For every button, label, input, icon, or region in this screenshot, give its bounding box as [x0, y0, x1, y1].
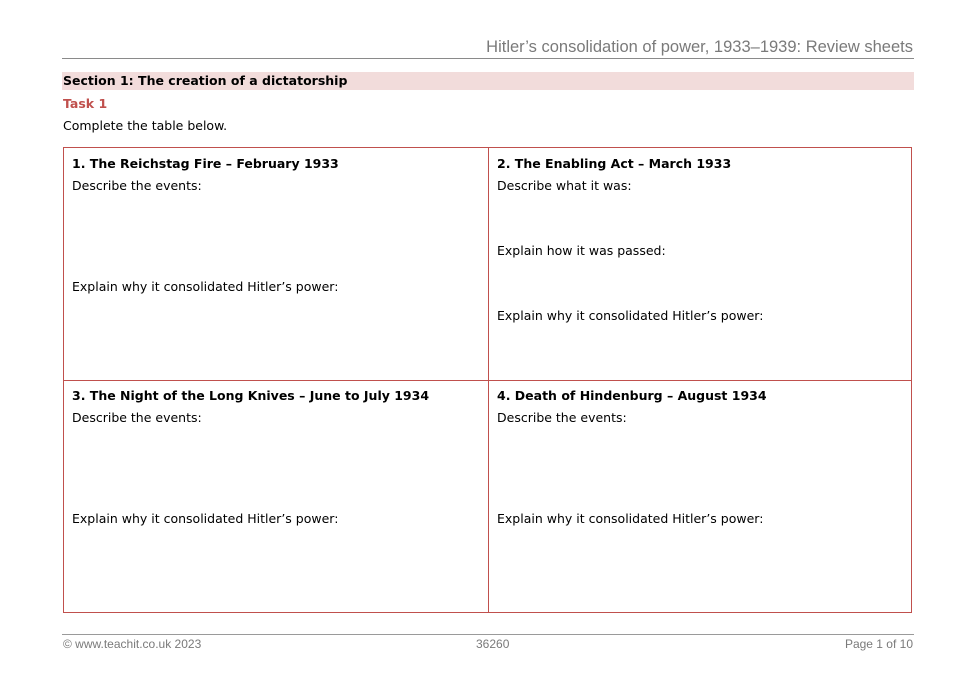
- footer-divider: [62, 634, 914, 635]
- cell-heading: 3. The Night of the Long Knives – June to July 1934: [72, 388, 430, 403]
- footer-copyright: © www.teachit.co.uk 2023: [63, 637, 202, 651]
- task-instruction: Complete the table below.: [63, 118, 228, 133]
- cell-prompt-explain: Explain why it consolidated Hitler’s power:: [72, 279, 339, 294]
- footer-resource-code: 36260: [476, 637, 510, 651]
- table-horizontal-divider: [64, 380, 911, 381]
- cell-prompt-explain: Explain why it consolidated Hitler’s power:: [72, 511, 339, 526]
- cell-prompt-describe: Describe the events:: [72, 410, 202, 425]
- review-table: [63, 147, 912, 613]
- cell-prompt-how-passed: Explain how it was passed:: [497, 243, 666, 258]
- header-divider: [62, 58, 914, 59]
- header-title: Hitler’s consolidation of power, 1933–1939: Review sheets: [486, 38, 913, 56]
- cell-prompt-describe: Describe the events:: [497, 410, 627, 425]
- section-banner: [62, 72, 914, 90]
- cell-prompt-explain: Explain why it consolidated Hitler’s power:: [497, 308, 764, 323]
- section-title: Section 1: The creation of a dictatorship: [63, 73, 348, 88]
- task-label: Task 1: [63, 96, 108, 111]
- cell-heading: 4. Death of Hindenburg – August 1934: [497, 388, 767, 403]
- cell-heading: 1. The Reichstag Fire – February 1933: [72, 156, 339, 171]
- cell-prompt-describe: Describe what it was:: [497, 178, 632, 193]
- cell-prompt-describe: Describe the events:: [72, 178, 202, 193]
- cell-heading: 2. The Enabling Act – March 1933: [497, 156, 732, 171]
- cell-prompt-explain: Explain why it consolidated Hitler’s power:: [497, 511, 764, 526]
- footer-page-number: Page 1 of 10: [844, 637, 913, 651]
